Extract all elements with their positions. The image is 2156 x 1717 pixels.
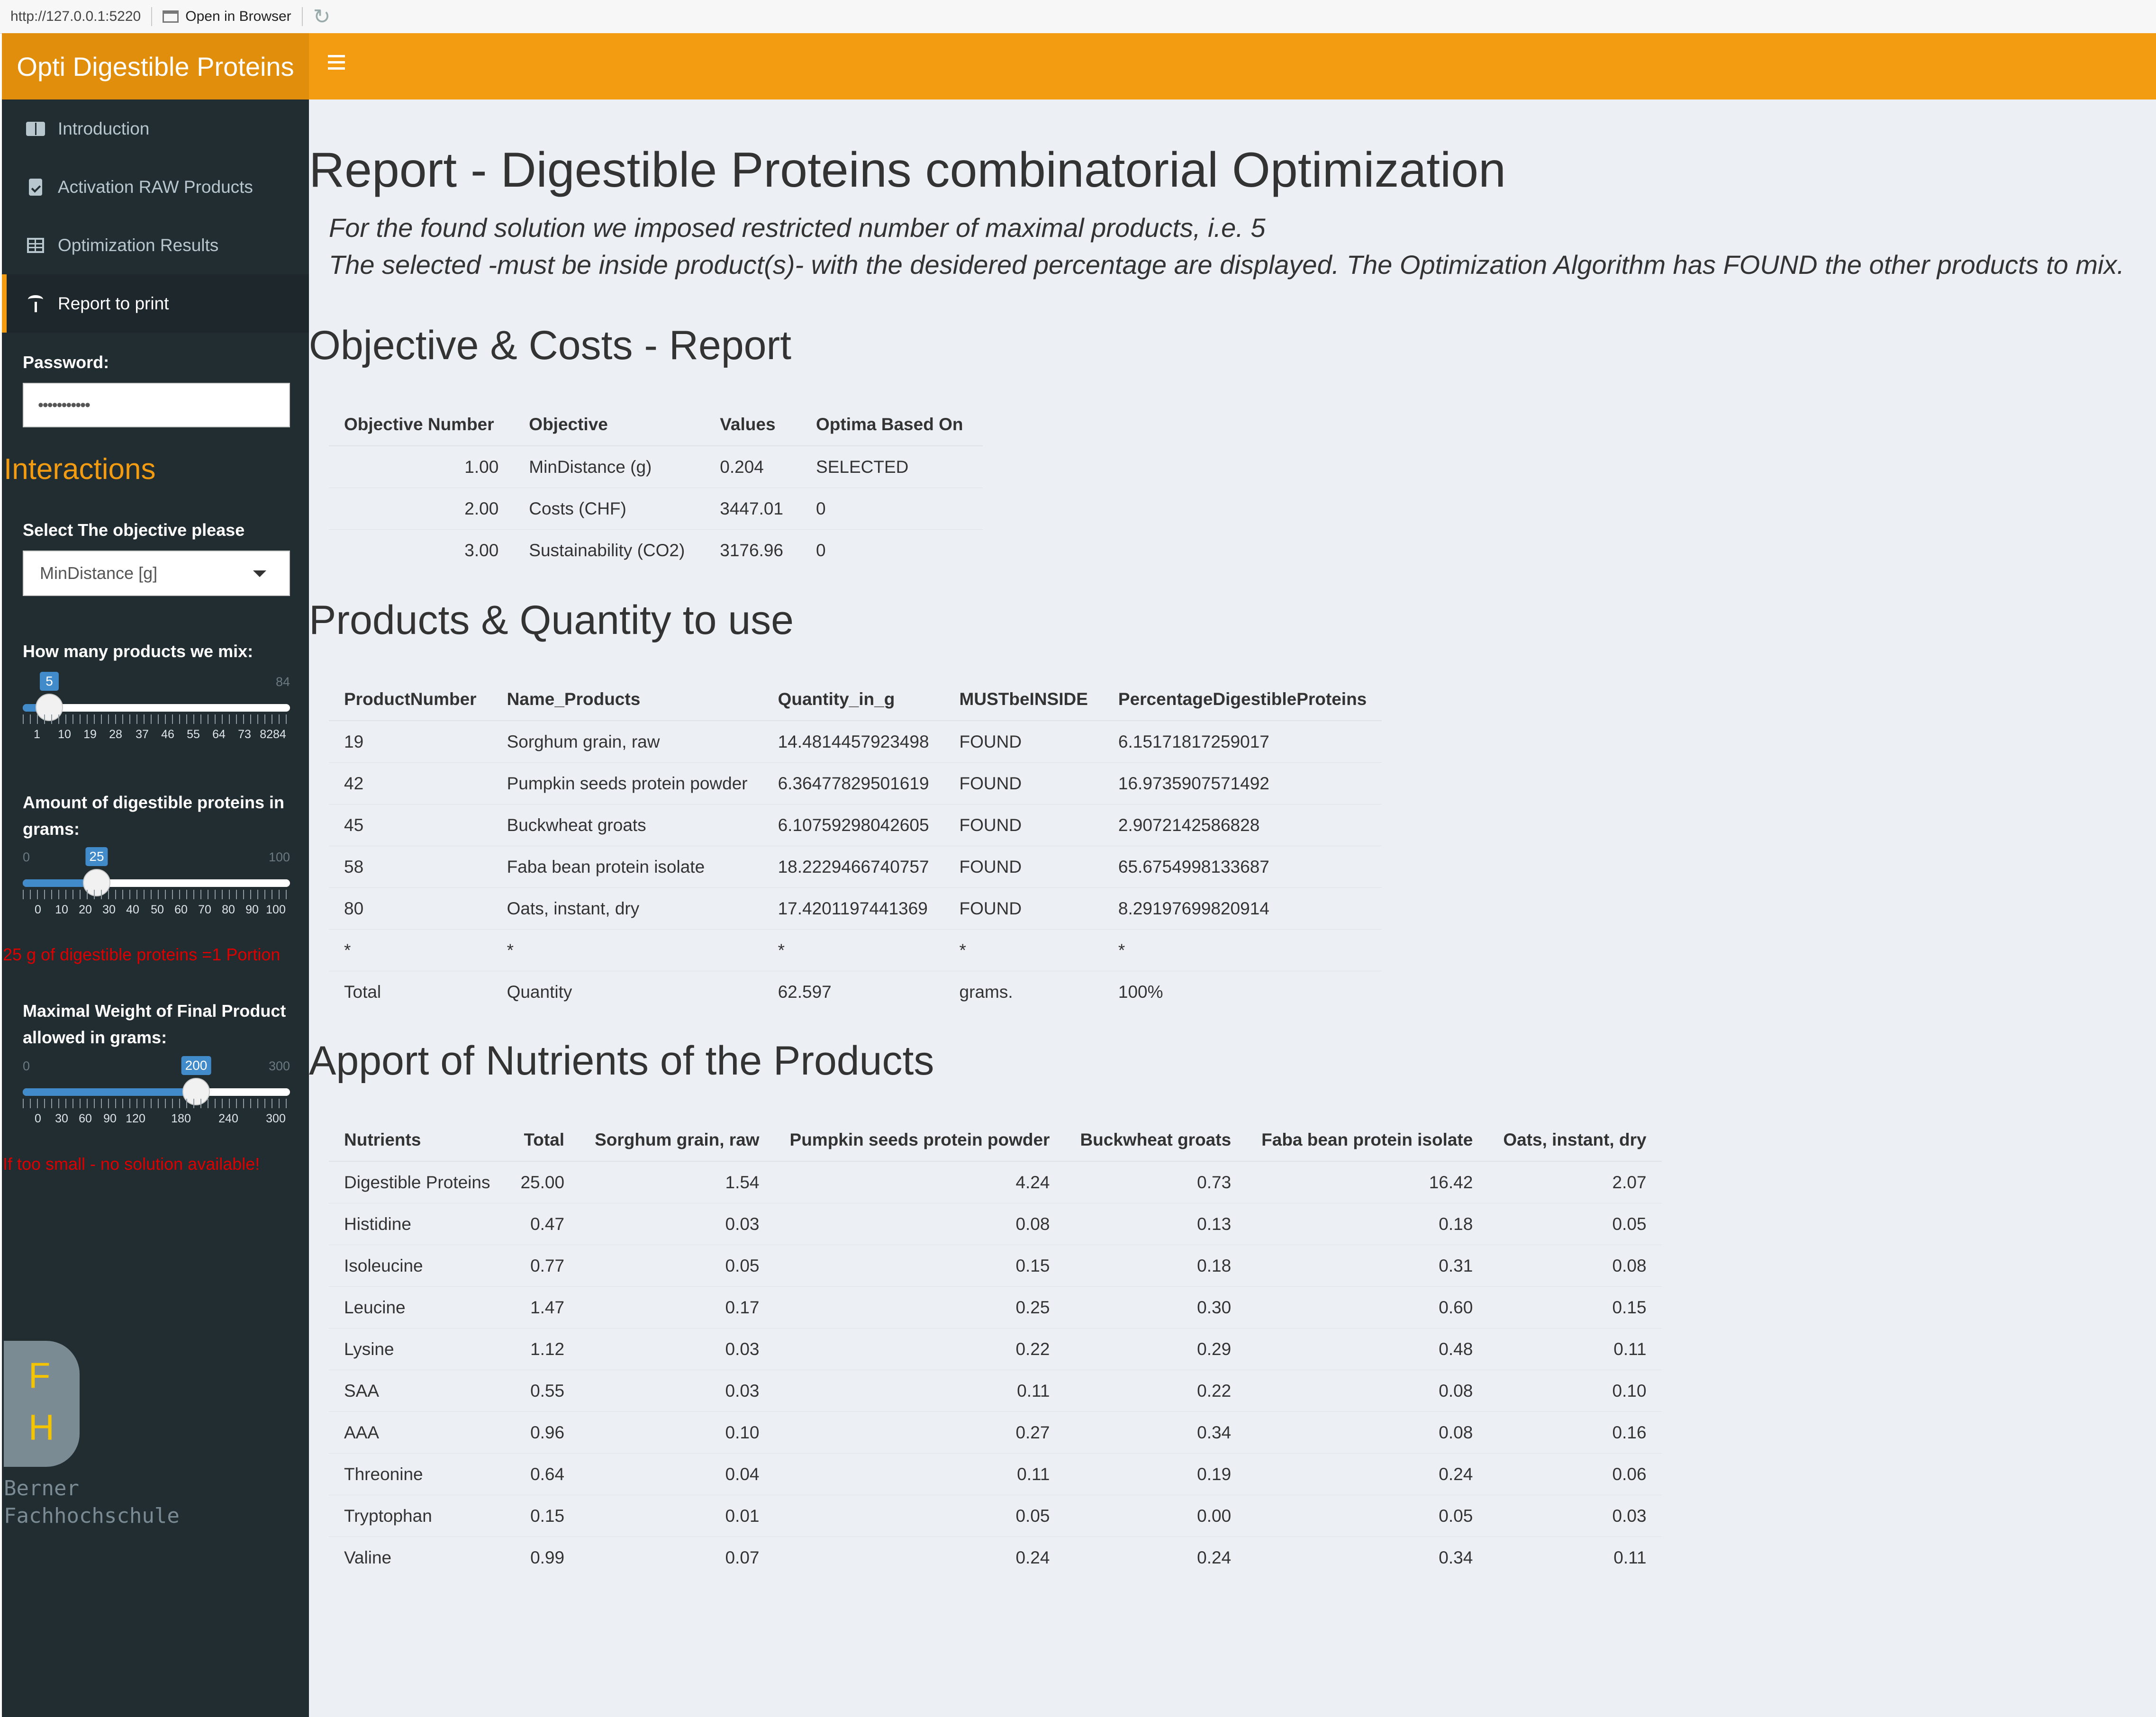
sidebar: [2, 99, 309, 1717]
table-row: 45 Buckwheat groats 6.10759298042605 FOUND 2.9072142586828: [329, 804, 1382, 846]
table-row: 19 Sorghum grain, raw 14.4814457923498 FOUND 6.15171817259017: [329, 721, 1382, 763]
column-header: Sorghum grain, raw: [580, 1119, 774, 1161]
report-note-2: The selected -must be inside product(s)- with the desidered percentage are displayed. The Optimization Algorithm has FOUND the other products to mix.: [329, 250, 2125, 280]
window-icon: [163, 10, 179, 23]
main-content: [309, 99, 2156, 1717]
sidebar-item-label: Report to print: [58, 293, 169, 313]
column-header: PercentageDigestibleProteins: [1103, 678, 1382, 721]
column-header: Objective: [514, 404, 705, 446]
table-row: Lysine 1.12 0.03 0.22 0.29 0.48 0.11: [329, 1328, 1662, 1370]
sidebar-item-activation-raw-products[interactable]: [2, 158, 309, 216]
open-in-browser-label: Open in Browser: [185, 9, 291, 24]
top-navbar: [309, 33, 2156, 99]
table-row: Threonine 0.64 0.04 0.11 0.19 0.24 0.06: [329, 1454, 1662, 1495]
table-row: 42 Pumpkin seeds protein powder 6.36477829501619 FOUND 16.9735907571492: [329, 763, 1382, 804]
products-heading: Products & Quantity to use: [309, 597, 794, 643]
column-header: Optima Based On: [801, 404, 983, 446]
proteins-slider-label: Amount of digestible proteins in grams:: [23, 793, 284, 839]
sidebar-item-label: Activation RAW Products: [58, 177, 253, 197]
products-table: [329, 678, 1382, 1012]
table-row: 1.00 MinDistance (g) 0.204 SELECTED: [329, 446, 983, 488]
clipboard-check-icon: [26, 178, 45, 196]
table-row: Histidine 0.47 0.03 0.08 0.13 0.18 0.05: [329, 1203, 1662, 1245]
objective-select-value: MinDistance [g]: [40, 563, 158, 583]
sidebar-item-optimization-results[interactable]: [2, 216, 309, 274]
weight-slider-label: Maximal Weight of Final Product allowed in grams:: [23, 1001, 286, 1047]
table-row: Tryptophan 0.15 0.01 0.05 0.00 0.05 0.03: [329, 1495, 1662, 1537]
table-row: 80 Oats, instant, dry 17.4201197441369 FOUND 8.29197699820914: [329, 888, 1382, 930]
slider-tick-labels: 0 10 20 30 40 50 60 70 80 90 100: [35, 903, 286, 916]
bfh-logo: F H: [4, 1341, 83, 1467]
table-header-row: [329, 404, 983, 446]
column-header: Faba bean protein isolate: [1246, 1119, 1488, 1161]
seedling-icon: [26, 295, 45, 313]
sidebar-item-label: Introduction: [58, 118, 150, 138]
divider: [302, 7, 303, 26]
password-field[interactable]: •••••••••••: [23, 383, 290, 427]
sidebar-item-label: Optimization Results: [58, 235, 219, 255]
browser-bar: [0, 0, 2156, 34]
table-header-row: [329, 678, 1382, 721]
column-header: MUSTbeINSIDE: [944, 678, 1103, 721]
table-row: * * * * *: [329, 930, 1382, 971]
slider-max-label: 100: [268, 850, 290, 864]
slider-value-bubble: 200: [181, 1056, 211, 1075]
table-row: Digestible Proteins 25.00 1.54 4.24 0.73 16.42 2.07: [329, 1161, 1662, 1203]
slider-max-label: 300: [268, 1059, 290, 1073]
column-header: ProductNumber: [329, 678, 492, 721]
column-header: Quantity_in_g: [763, 678, 944, 721]
objectives-table: [329, 404, 983, 571]
book-icon: [26, 120, 45, 138]
slider-ticks: [23, 1099, 290, 1108]
table-row: 3.00 Sustainability (CO2) 3176.96 0: [329, 530, 983, 571]
table-row: 58 Faba bean protein isolate 18.2229466740757 FOUND 65.6754998133687: [329, 846, 1382, 888]
objective-select[interactable]: [23, 551, 290, 596]
slider-tick-labels: 0 30 60 90 120 180 240 300: [35, 1112, 286, 1125]
slider-max-label: 84: [275, 675, 290, 689]
products-slider-label: How many products we mix:: [23, 642, 254, 661]
table-row: Isoleucine 0.77 0.05 0.15 0.18 0.31 0.08: [329, 1245, 1662, 1287]
nutrients-table: [329, 1119, 1662, 1578]
weight-warning-note: If too small - no solution available!: [3, 1154, 260, 1174]
column-header: Pumpkin seeds protein powder: [775, 1119, 1065, 1161]
slider-fill: [23, 1088, 196, 1096]
divider: [151, 7, 152, 26]
logo-text-line2: Fachhochschule: [4, 1504, 180, 1528]
interactions-title: Interactions: [4, 453, 156, 486]
table-row: SAA 0.55 0.03 0.11 0.22 0.08 0.10: [329, 1370, 1662, 1412]
table-total-row: Total Quantity 62.597 grams. 100%: [329, 971, 1382, 1013]
refresh-icon[interactable]: ↻: [313, 5, 331, 28]
table-row: 2.00 Costs (CHF) 3447.01 0: [329, 488, 983, 530]
table-header-row: [329, 1119, 1662, 1161]
table-row: Valine 0.99 0.07 0.24 0.24 0.34 0.11: [329, 1537, 1662, 1579]
proteins-slider[interactable]: [23, 849, 290, 916]
proteins-portion-note: 25 g of digestible proteins =1 Portion: [3, 945, 281, 964]
column-header: Name_Products: [492, 678, 763, 721]
open-in-browser-button[interactable]: [163, 9, 291, 25]
table-icon: [26, 236, 45, 254]
sidebar-item-introduction[interactable]: [2, 99, 309, 158]
page-title: Report - Digestible Proteins combinatorial Optimization: [309, 143, 1506, 198]
app-title[interactable]: Opti Digestible Proteins: [2, 33, 309, 99]
slider-min-label: 0: [23, 1059, 30, 1073]
column-header: Total: [505, 1119, 580, 1161]
objectives-heading: Objective & Costs - Report: [309, 323, 792, 368]
password-label: Password:: [23, 352, 109, 372]
column-header: Oats, instant, dry: [1488, 1119, 1661, 1161]
caret-down-icon: [253, 570, 266, 577]
slider-value-bubble: 25: [85, 847, 108, 866]
column-header: Objective Number: [329, 404, 514, 446]
slider-ticks: [23, 890, 290, 899]
report-note-1: For the found solution we imposed restricted number of maximal products, i.e. 5: [329, 213, 1266, 243]
column-header: Buckwheat groats: [1065, 1119, 1246, 1161]
hamburger-menu-icon[interactable]: [328, 55, 345, 72]
products-slider[interactable]: [23, 674, 290, 741]
weight-slider[interactable]: [23, 1058, 290, 1125]
column-header: Values: [705, 404, 801, 446]
objective-label: Select The objective please: [23, 520, 245, 540]
slider-ticks: [23, 714, 290, 724]
column-header: Nutrients: [329, 1119, 505, 1161]
table-row: AAA 0.96 0.10 0.27 0.34 0.08 0.16: [329, 1412, 1662, 1454]
logo-text-line1: Berner: [4, 1476, 79, 1500]
url-text: http://127.0.0.1:5220: [10, 9, 141, 24]
slider-min-label: 0: [23, 850, 30, 864]
table-row: Leucine 1.47 0.17 0.25 0.30 0.60 0.15: [329, 1287, 1662, 1328]
slider-tick-labels: 1 10 19 28 37 46 55 64 73 8284: [34, 728, 286, 741]
slider-value-bubble: 5: [40, 672, 59, 691]
nutrients-heading: Apport of Nutrients of the Products: [309, 1038, 934, 1084]
sidebar-item-report-to-print[interactable]: [2, 274, 309, 333]
